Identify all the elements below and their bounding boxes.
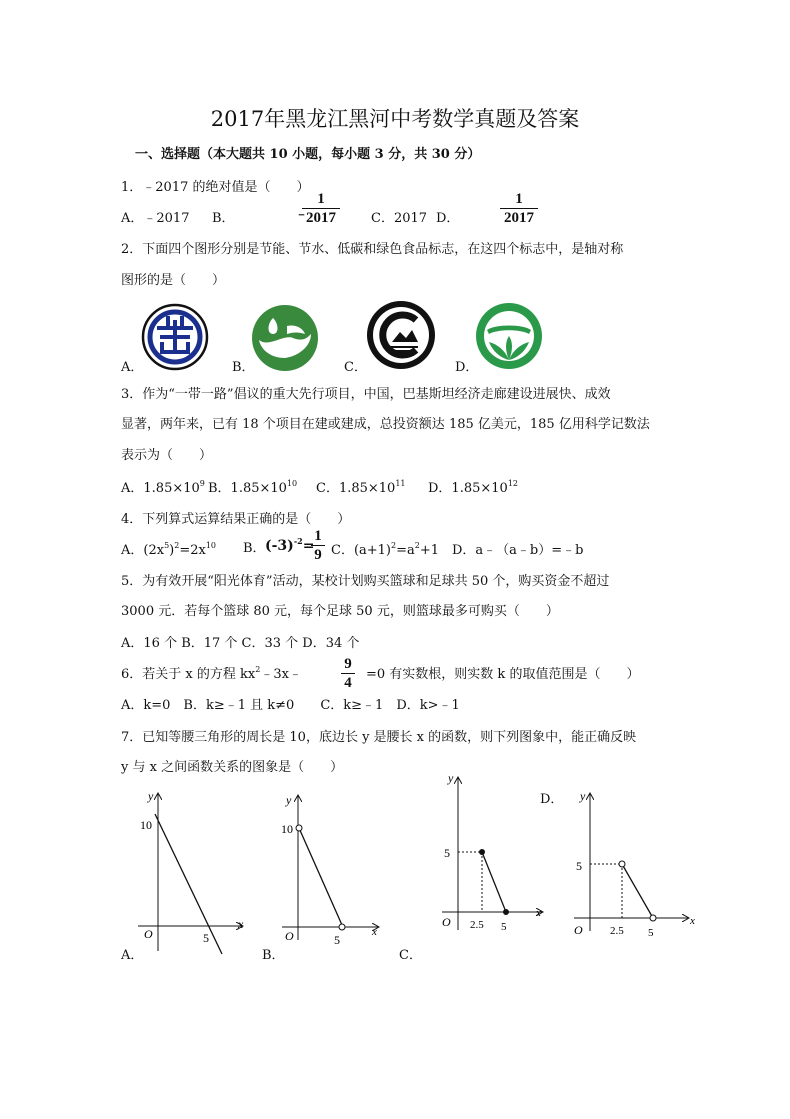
q3-stem-line1: 3．作为“一带一路”倡议的重大先行项目，中国，巴基斯坦经济走廊建设进展快、成效: [121, 387, 611, 402]
q4-fraction-b: [311, 527, 325, 564]
q4-option-d: D．a﹣（a﹣b）=﹣b: [452, 543, 584, 558]
q3-option-b: B．$1.85\times 10^{10}$: [208, 479, 298, 496]
fraction-denominator: 2017: [504, 210, 534, 226]
q1-fraction-d: [500, 190, 538, 227]
q5-stem-line2: 3000 元．若每个篮球 80 元，每个足球 50 元，则篮球最多可购买（ ）: [121, 604, 559, 619]
q2-option-d: D．: [455, 360, 479, 375]
q7-stem-line2: y 与 x 之间函数关系的图象是（ ）: [121, 760, 344, 775]
q3-option-d: D．$1.85\times 10^{12}$: [428, 479, 518, 496]
q1-option-c: C．2017: [371, 211, 428, 226]
svg-text:y: y: [286, 793, 292, 807]
q2-option-b: B．: [232, 360, 255, 375]
svg-text:O: O: [285, 929, 294, 943]
q6-options: A．k=0 B．k≥﹣1 且 k≠0 C．k≥﹣1 D．k>﹣1: [121, 698, 460, 713]
page-title: 2017年黑龙江黑河中考数学真题及答案: [210, 107, 580, 131]
q4-option-c: C．$(a+1)^2=a^2+1$: [331, 541, 440, 558]
section-heading: 一、选择题（本大题共 10 小题，每小题 3 分，共 30 分）: [135, 147, 481, 162]
q4-stem: 4．下列算式运算结果正确的是（ ）: [121, 512, 351, 527]
q3-option-c: C．$1.85\times 10^{11}$: [316, 479, 406, 496]
q4-option-b-label: B．: [243, 541, 266, 556]
q3-stem-line3: 表示为（ ）: [121, 448, 213, 463]
svg-text:5: 5: [576, 859, 582, 873]
svg-text:O: O: [574, 923, 583, 937]
q1-minus-sign: ﹣: [295, 207, 309, 222]
q4-option-a: A．$(2x^5)^2=2x^{10}$: [121, 541, 217, 558]
q7-option-a: A．: [121, 948, 144, 963]
green-food-logo-icon: [475, 302, 543, 370]
q1-fraction-b: [302, 190, 340, 227]
q2-stem-line1: 2．下面四个图形分别是节能、节水、低碳和绿色食品标志，在这四个标志中，是轴对称: [121, 242, 624, 257]
q2-option-c: C．: [344, 360, 367, 375]
svg-text:x: x: [690, 915, 695, 927]
q5-stem-line1: 5．为有效开展“阳光体育”活动，某校计划购买篮球和足球共 50 个，购买资金不超过: [121, 574, 610, 589]
x-label: x: [238, 917, 244, 931]
svg-text:10: 10: [281, 822, 293, 836]
q6-stem-part1: 6．若关于 x 的方程 $kx^2﹣3x﹣$: [121, 665, 302, 682]
q7-option-c: C．: [399, 948, 422, 963]
q7-graph-b: [270, 790, 385, 950]
q3-option-a: A．$1.85\times 10^9$: [121, 479, 205, 496]
svg-text:5: 5: [501, 921, 507, 933]
svg-text:5: 5: [648, 927, 654, 939]
q7-option-d: D．: [540, 792, 564, 807]
q1-option-b: B．: [212, 211, 235, 226]
y-tick-10: 10: [140, 818, 152, 832]
water-saving-logo-icon: [251, 304, 319, 372]
q2-stem-line2: 图形的是（ ）: [121, 273, 226, 288]
energy-saving-logo-icon: [140, 302, 210, 372]
origin-label: O: [144, 927, 153, 941]
svg-text:y: y: [580, 789, 586, 803]
q6-fraction: [341, 655, 355, 692]
fraction-numerator: 1: [314, 528, 322, 544]
svg-text:2.5: 2.5: [610, 925, 624, 937]
q6-stem-part2: =0 有实数根，则实数 k 的取值范围是（ ）: [366, 667, 640, 682]
svg-text:O: O: [442, 915, 451, 929]
q7-stem-line1: 7．已知等腰三角形的周长是 10，底边长 y 是腰长 x 的函数，则下列图象中，能正确反映: [121, 730, 637, 745]
fraction-denominator: 2017: [306, 210, 336, 226]
fraction-denominator: 4: [344, 675, 352, 691]
fraction-numerator: 1: [515, 191, 523, 207]
svg-text:5: 5: [334, 933, 340, 947]
y-label: y: [148, 789, 154, 803]
q5-options: A．16 个 B．17 个 C．33 个 D．34 个: [121, 636, 360, 651]
fraction-denominator: 9: [314, 547, 322, 563]
q7-graph-d: [566, 786, 700, 941]
q1-option-d: D．: [436, 211, 460, 226]
q7-option-b: B．: [262, 948, 285, 963]
q7-graph-a: [130, 786, 250, 956]
q4-option-b-expr: $(-3)^{-2}=$: [265, 536, 315, 554]
svg-text:2.5: 2.5: [470, 919, 484, 931]
low-carbon-logo-icon: [366, 300, 436, 370]
q1-stem: 1．﹣2017 的绝对值是（ ）: [121, 180, 310, 195]
fraction-numerator: 9: [344, 656, 352, 672]
fraction-numerator: 1: [317, 191, 325, 207]
q7-graph-c: [434, 770, 549, 940]
q2-option-a: A．: [121, 360, 144, 375]
q1-option-a: A．﹣2017: [121, 211, 190, 226]
graph-line: [155, 814, 222, 954]
svg-text:x: x: [372, 926, 377, 938]
svg-text:x: x: [536, 907, 541, 919]
svg-text:5: 5: [444, 846, 450, 860]
svg-text:y: y: [448, 771, 454, 785]
x-tick-5: 5: [203, 931, 209, 945]
q3-stem-line2: 显著，两年来，已有 18 个项目在建或建成，总投资额达 185 亿美元，185 亿用科学记数法: [121, 417, 650, 432]
